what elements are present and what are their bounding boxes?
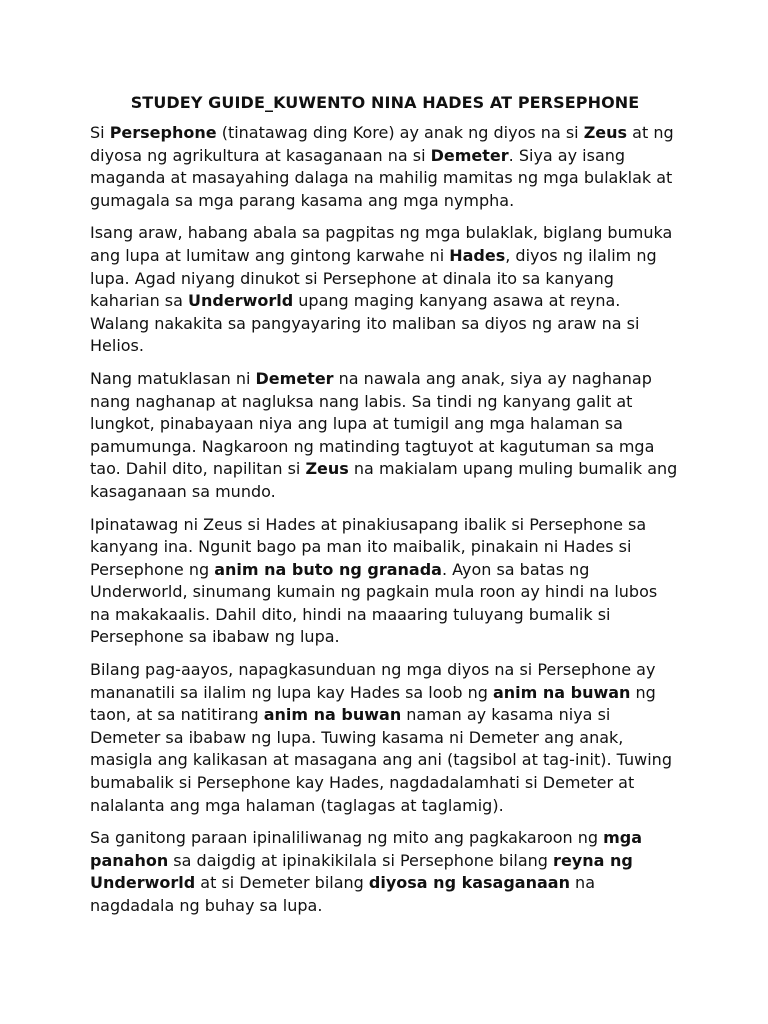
bold-term: Underworld — [188, 291, 294, 311]
bold-term: reyna ng Underworld — [90, 850, 633, 893]
paragraph-2 — [90, 222, 680, 358]
text-run: (tinatawag ding Kore) ay anak ng diyos na si — [216, 123, 584, 142]
text-run: naman ay kasama niya si Demeter sa ibabaw ng lupa. Tuwing kasama ni Demeter ang anak, masigla ang kalikasan at masagana ang ani (tagsibol at tag-init). Tuwing bumabalik si Persephone kay Hades, nagdadalamhati si Demeter at nalalanta ang mga halaman (taglagas at taglamig). — [90, 705, 672, 815]
bold-term: Zeus — [305, 459, 349, 479]
paragraph-4 — [90, 514, 680, 650]
text-run: sa daigdig at ipinakikilala si Persephone bilang — [168, 850, 554, 870]
text-run: at si Demeter bilang — [195, 873, 369, 893]
document-title: STUDEY GUIDE_KUWENTO NINA HADES AT PERSEPHONE — [130, 93, 640, 112]
bold-term: anim na buwan — [492, 682, 631, 702]
paragraph-3 — [90, 368, 680, 504]
text-run: na nagdadala ng buhay sa lupa. — [90, 873, 595, 915]
text-run: Si — [90, 123, 110, 142]
document-body — [90, 122, 680, 918]
text-run: Isang araw, habang abala sa pagpitas ng mga bulaklak, biglang bumuka ang lupa at lumitaw ang gintong karwahe ni — [90, 223, 673, 265]
text-run: na makialam upang muling bumalik ang kasaganaan sa mundo. — [90, 459, 678, 501]
bold-term: diyosa ng kasaganaan — [368, 873, 570, 893]
bold-term: mga panahon — [90, 828, 643, 870]
bold-term: Hades — [449, 245, 506, 265]
text-run: . Ayon sa batas ng Underworld, sinumang kumain ng pagkain mula roon ay hindi na lubos na makakaalis. Dahil dito, hindi na maaaring tuluyang bumalik si Persephone sa ibabaw ng lupa. — [90, 559, 658, 647]
text-run: Bilang pag-aayos, napagkasunduan ng mga diyos na si Persephone ay mananatili sa ilalim ng lupa kay Hades sa loob ng — [90, 660, 656, 702]
text-run: Ipinatawag ni Zeus si Hades at pinakiusapang ibalik si Persephone sa kanyang ina. Ngunit bago pa man ito maibalik, pinakain ni Hades si Persephone ng — [90, 514, 647, 579]
text-run: ng taon, at sa natitirang — [90, 682, 656, 725]
text-run: Sa ganitong paraan ipinaliliwanag ng mito ang pagkakaroon ng — [90, 828, 604, 848]
text-run: . Siya ay isang maganda at masayahing dalaga na mahilig mamitas ng mga bulaklak at gumagala sa mga parang kasama ang mga nympha. — [90, 145, 673, 210]
text-run: Nang matuklasan ni — [90, 368, 256, 388]
paragraph-5 — [90, 659, 680, 817]
bold-term: anim na buwan — [263, 705, 402, 725]
bold-term: Demeter — [255, 368, 334, 388]
text-run: , diyos ng ilalim ng lupa. Agad niyang dinukot si Persephone at dinala ito sa kanyang kaharian sa — [90, 245, 657, 311]
bold-term: Persephone — [109, 123, 217, 142]
paragraph-1 — [90, 122, 680, 212]
bold-term: Demeter — [430, 145, 509, 165]
bold-term: Zeus — [583, 123, 628, 142]
paragraph-6 — [90, 827, 680, 917]
text-run: na nawala ang anak, siya ay naghanap nang naghanap at nagluksa nang labis. Sa tindi ng kanyang galit at lungkot, pinabayaan niya ang lupa at tumigil ang mga halaman sa pamumunga. Nagkaroon ng matinding tagtuyot at kagutuman sa mga tao. Dahil dito, napilitan si — [90, 368, 655, 479]
text-run: at ng diyosa ng agrikultura at kasaganaan na si — [90, 123, 674, 165]
bold-term: anim na buto ng granada — [214, 559, 442, 579]
document-page — [90, 92, 680, 928]
text-run: upang maging kanyang asawa at reyna. Walang nakakita sa pangyayaring ito maliban sa diyos ng araw na si Helios. — [90, 291, 640, 356]
